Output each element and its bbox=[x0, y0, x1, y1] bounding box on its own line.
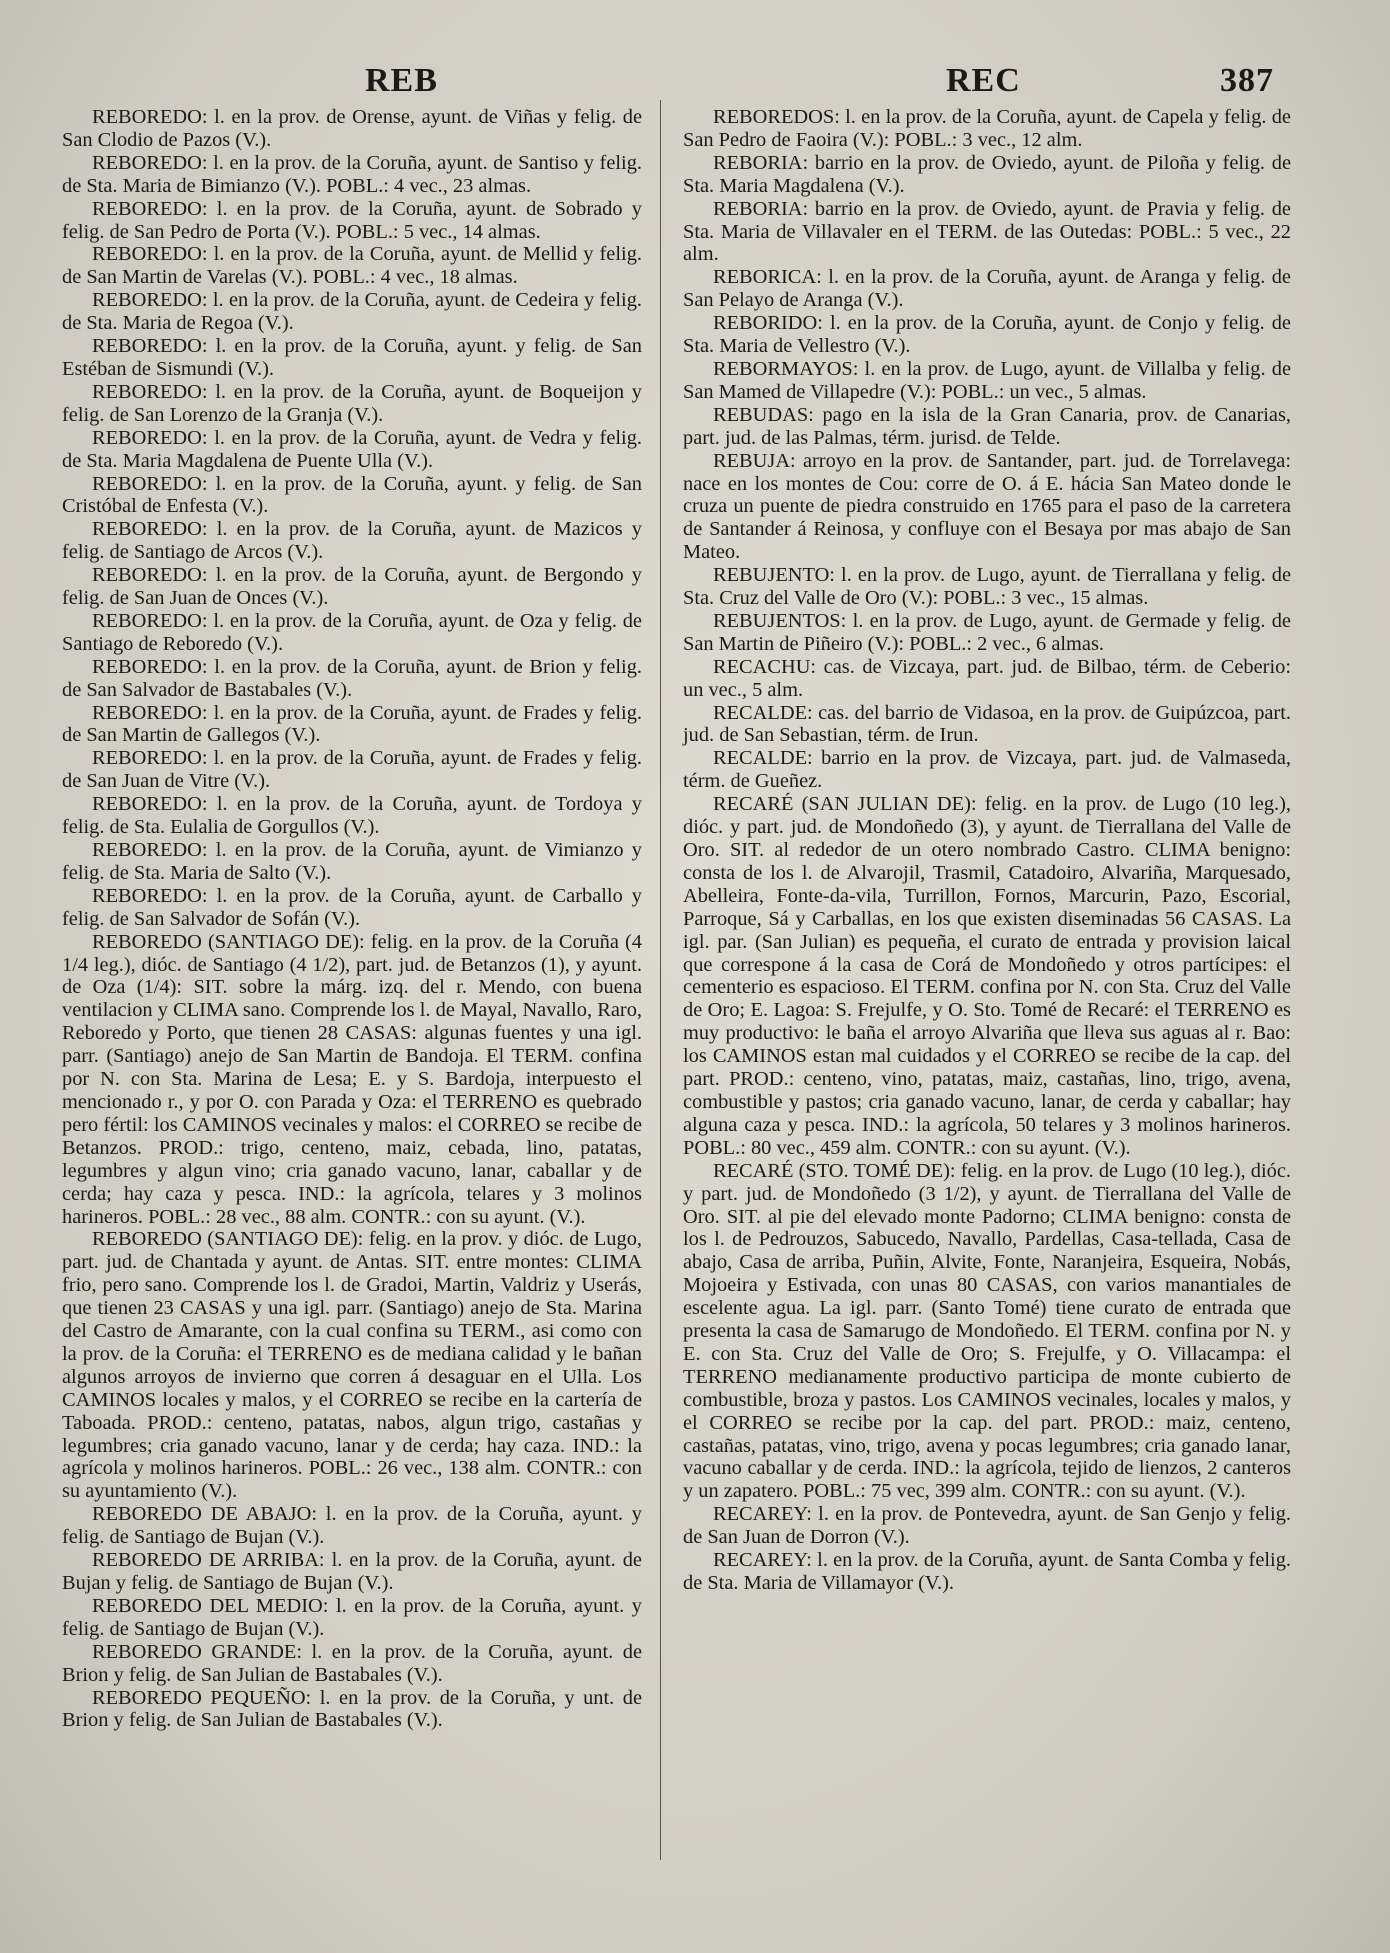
entry: REBORIDO: l. en la prov. de la Coruña, ayunt. de Conjo y felig. de Sta. Maria de Vellestro (V.). bbox=[683, 312, 1291, 358]
entry: REBOREDO DEL MEDIO: l. en la prov. de la Coruña, ayunt. y felig. de Santiago de Bujan (V.). bbox=[62, 1594, 642, 1640]
entry: REBOREDO PEQUEÑO: l. en la prov. de la Coruña, y unt. de Brion y felig. de San Julian de Bastabales (V.). bbox=[62, 1686, 642, 1732]
entry: REBOREDO: l. en la prov. de Orense, ayunt. de Viñas y felig. de San Clodio de Pazos (V.). bbox=[62, 106, 642, 151]
entry: REBOREDO: l. en la prov. de la Coruña, ayunt. de Vedra y felig. de Sta. Maria Magdalena de Puente Ulla (V.). bbox=[62, 426, 642, 472]
entry: REBUDAS: pago en la isla de la Gran Canaria, prov. de Canarias, part. jud. de las Palmas, térm. jurisd. de Telde. bbox=[683, 403, 1291, 449]
entry: REBOREDO: l. en la prov. de la Coruña, ayunt. de Sobrado y felig. de San Pedro de Porta (V.). POBL.: 5 vec., 14 almas. bbox=[62, 197, 642, 243]
entry: REBOREDOS: l. en la prov. de la Coruña, ayunt. de Capela y felig. de San Pedro de Faoira (V.): POBL.: 3 vec., 12 alm. bbox=[683, 106, 1291, 151]
entry: REBOREDO: l. en la prov. de la Coruña, ayunt. de Carballo y felig. de San Salvador de Sofán (V.). bbox=[62, 884, 642, 930]
entry: REBORIA: barrio en la prov. de Oviedo, ayunt. de Pravia y felig. de Sta. Maria de Villavaler en el TERM. de las Outedas: POBL.: 5 vec., 22 alm. bbox=[683, 197, 1291, 266]
entry: REBUJENTO: l. en la prov. de Lugo, ayunt. de Tierrallana y felig. de Sta. Cruz del Valle de Oro (V.): POBL.: 3 vec., 15 almas. bbox=[683, 564, 1291, 610]
right-column bbox=[683, 106, 1291, 1595]
entry: REBOREDO: l. en la prov. de la Coruña, ayunt. de Boqueijon y felig. de San Lorenzo de la Granja (V.). bbox=[62, 380, 642, 426]
entry: REBOREDO: l. en la prov. de la Coruña, ayunt. de Santiso y felig. de Sta. Maria de Bimianzo (V.). POBL.: 4 vec., 23 almas. bbox=[62, 151, 642, 197]
entry: REBOREDO: l. en la prov. de la Coruña, ayunt. de Frades y felig. de San Juan de Vitre (V.). bbox=[62, 747, 642, 793]
entry: REBOREDO: l. en la prov. de la Coruña, ayunt. y felig. de San Estéban de Sismundi (V.). bbox=[62, 335, 642, 380]
entry: REBORICA: l. en la prov. de la Coruña, ayunt. de Aranga y felig. de San Pelayo de Aranga (V.). bbox=[683, 266, 1291, 312]
entry: REBUJA: arroyo en la prov. de Santander, part. jud. de Torrelavega: nace en los montes de Cou: corre de O. á E. hácia San Mateo donde le cruza un puente de piedra construido en 1765 para el paso de la carretera de Santander á Reinosa, y confluye con el Besaya por mas abajo de San Mateo. bbox=[683, 449, 1291, 564]
entry: RECALDE: cas. del barrio de Vidasoa, en la prov. de Guipúzcoa, part. jud. de San Sebastian, térm. de Irun. bbox=[683, 701, 1291, 747]
entry: REBOREDO: l. en la prov. de la Coruña, ayunt. de Mazicos y felig. de Santiago de Arcos (V.). bbox=[62, 518, 642, 564]
entry: RECAREY: l. en la prov. de la Coruña, ayunt. de Santa Comba y felig. de Sta. Maria de Villamayor (V.). bbox=[683, 1549, 1291, 1594]
entry: REBOREDO: l. en la prov. de la Coruña, ayunt. de Tordoya y felig. de Sta. Eulalia de Gorgullos (V.). bbox=[62, 793, 642, 839]
entry: RECALDE: barrio en la prov. de Vizcaya, part. jud. de Valmaseda, térm. de Gueñez. bbox=[683, 747, 1291, 793]
entry: REBORMAYOS: l. en la prov. de Lugo, ayunt. de Villalba y felig. de San Mamed de Villapedre (V.): POBL.: un vec., 5 almas. bbox=[683, 357, 1291, 403]
page-header bbox=[0, 62, 1390, 112]
header-left-guide-word: REB bbox=[365, 62, 438, 99]
entry: REBOREDO: l. en la prov. de la Coruña, ayunt. de Mellid y felig. de San Martin de Varelas (V.). POBL.: 4 vec., 18 almas. bbox=[62, 243, 642, 289]
header-right-guide-word: REC bbox=[946, 62, 1021, 99]
entry: RECACHU: cas. de Vizcaya, part. jud. de Bilbao, térm. de Ceberio: un vec., 5 alm. bbox=[683, 655, 1291, 701]
entry: REBOREDO (SANTIAGO DE): felig. en la prov. y dióc. de Lugo, part. jud. de Chantada y ayunt. de Antas. SIT. entre montes: CLIMA frio, pero sano. Comprende los l. de Gradoi, Martin, Valdriz y Userás, que tienen 23 CASAS y una igl. parr. (Santiago) anejo de Sta. Marina del Castro de Amarante, con la cual confina su TERM., asi como con la prov. de la Coruña: el TERRENO es de mediana calidad y le bañan algunos arroyos de invierno que corren á desaguar en el Ulla. Los CAMINOS locales y malos, y el CORREO se recibe en la cartería de Taboada. PROD.: centeno, patatas, nabos, algun trigo, castañas y legumbres; cria ganado vacuno, lanar y de cerda; hay caza. IND.: la agrícola y molinos harineros. POBL.: 26 vec., 138 alm. CONTR.: con su ayuntamiento (V.). bbox=[62, 1228, 642, 1503]
page-number: 387 bbox=[1220, 62, 1274, 99]
column-divider bbox=[660, 100, 661, 1860]
entry: REBOREDO: l. en la prov. de la Coruña, ayunt. de Brion y felig. de San Salvador de Bastabales (V.). bbox=[62, 655, 642, 701]
entry: REBOREDO: l. en la prov. de la Coruña, ayunt. de Vimianzo y felig. de Sta. Maria de Salto (V.). bbox=[62, 839, 642, 884]
left-column bbox=[62, 106, 642, 1732]
entry: REBOREDO DE ABAJO: l. en la prov. de la Coruña, ayunt. y felig. de Santiago de Bujan (V.). bbox=[62, 1503, 642, 1549]
entry: RECAREY: l. en la prov. de Pontevedra, ayunt. de San Genjo y felig. de San Juan de Dorron (V.). bbox=[683, 1503, 1291, 1549]
entry: REBOREDO GRANDE: l. en la prov. de la Coruña, ayunt. de Brion y felig. de San Julian de Bastabales (V.). bbox=[62, 1640, 642, 1686]
entry: REBOREDO: l. en la prov. de la Coruña, ayunt. de Frades y felig. de San Martin de Gallegos (V.). bbox=[62, 701, 642, 747]
entry: REBOREDO: l. en la prov. de la Coruña, ayunt. y felig. de San Cristóbal de Enfesta (V.). bbox=[62, 472, 642, 518]
entry: REBOREDO DE ARRIBA: l. en la prov. de la Coruña, ayunt. de Bujan y felig. de Santiago de Bujan (V.). bbox=[62, 1549, 642, 1594]
entry: RECARÉ (STO. TOMÉ DE): felig. en la prov. de Lugo (10 leg.), dióc. y part. jud. de Mondoñedo (3 1/2), y ayunt. de Tierrallana del Valle de Oro. SIT. al pie del elevado monte Padorno; CLIMA benigno: consta de los l. de Pedrouzos, Sabucedo, Navallo, Pardellas, Casa-tellada, Casa de abajo, Casa de arriba, Puñin, Alvite, Fonte, Naranjeira, Esqueira, Nobás, Mojoeira y Estivada, con unas 80 CASAS, con varios manantiales de escelente agua. La igl. parr. (Santo Tomé) tiene curato de entrada que presenta la casa de Samarugo de Mondoñedo. El TERM. confina por N. y E. con Sta. Cruz del Valle de Oro; S. Frejulfe, y O. Villacampa: el TERRENO medianamente productivo participa de monte cubierto de combustible, broza y pastos. Los CAMINOS vecinales, locales y malos, y el CORREO se recibe por la cap. del part. PROD.: maiz, centeno, castañas, patatas, vino, trigo, avena y pocas legumbres; cria ganado lanar, vacuno caballar y de cerda. IND.: la agrícola, tejido de lienzos, 2 canteros y un zapatero. POBL.: 75 vec, 399 alm. CONTR.: con su ayunt. (V.). bbox=[683, 1159, 1291, 1503]
entry: RECARÉ (SAN JULIAN DE): felig. en la prov. de Lugo (10 leg.), dióc. y part. jud. de Mondoñedo (3), y ayunt. de Tierrallana del Valle de Oro. SIT. al rededor de un otero nombrado Castro. CLIMA benigno: consta de los l. de Alvarojil, Trasmil, Catadoiro, Alvariña, Marquesado, Abelleira, Fonte-da-vila, Turrillon, Fornos, Marcurin, Pazo, Escorial, Parroque, Sá y Carballas, en los que existen diseminadas 56 CASAS. La igl. par. (San Julian) es pequeña, el curato de entrada y provision laical que correspone á la casa de Corá de Mondoñedo y otros partícipes: el cementerio es espacioso. El TERM. confina por N. con Sta. Cruz del Valle de Oro; E. Lagoa: S. Frejulfe, y O. Sto. Tomé de Recaré: el TERRENO es muy productivo: le baña el arroyo Alvariña que lleva sus aguas al r. Bao: los CAMINOS estan mal cuidados y el CORREO se recibe de la cap. del part. PROD.: centeno, vino, patatas, maiz, castañas, lino, trigo, avena, combustible y pastos; cria ganado vacuno, lanar, de cerda y caballar; hay alguna caza y pesca. IND.: la agrícola, 50 telares y 3 molinos harineros. POBL.: 80 vec., 459 alm. CONTR.: con su ayunt. (V.). bbox=[683, 793, 1291, 1159]
entry: REBOREDO: l. en la prov. de la Coruña, ayunt. de Cedeira y felig. de Sta. Maria de Regoa (V.). bbox=[62, 289, 642, 335]
entry: REBORIA: barrio en la prov. de Oviedo, ayunt. de Piloña y felig. de Sta. Maria Magdalena (V.). bbox=[683, 151, 1291, 197]
entry: REBOREDO (SANTIAGO DE): felig. en la prov. de la Coruña (4 1/4 leg.), dióc. de Santiago (4 1/2), part. jud. de Betanzos (1), y ayunt. de Oza (1/4): SIT. sobre la márg. izq. del r. Mendo, con buena ventilacion y CLIMA sano. Comprende los l. de Mayal, Navallo, Raro, Reboredo y Porto, que tienen 28 CASAS: algunas fuentes y una igl. parr. (Santiago) anejo de San Martin de Bandoja. El TERM. confina por N. con Sta. Marina de Lesa; E. y S. Bardoja, interpuesto el mencionado r., y por O. con Parada y Oza: el TERRENO es quebrado pero fértil: los CAMINOS vecinales y malos: el CORREO se recibe de Betanzos. PROD.: trigo, centeno, maiz, cebada, lino, patatas, legumbres y algun vino; cria ganado vacuno, lanar, caballar y de cerda; hay caza y pesca. IND.: la agrícola, telares y 3 molinos harineros. POBL.: 28 vec., 88 alm. CONTR.: con su ayunt. (V.). bbox=[62, 930, 642, 1228]
entry: REBOREDO: l. en la prov. de la Coruña, ayunt. de Bergondo y felig. de San Juan de Onces (V.). bbox=[62, 564, 642, 610]
entry: REBUJENTOS: l. en la prov. de Lugo, ayunt. de Germade y felig. de San Martin de Piñeiro (V.): POBL.: 2 vec., 6 almas. bbox=[683, 609, 1291, 655]
entry: REBOREDO: l. en la prov. de la Coruña, ayunt. de Oza y felig. de Santiago de Reboredo (V.). bbox=[62, 609, 642, 655]
